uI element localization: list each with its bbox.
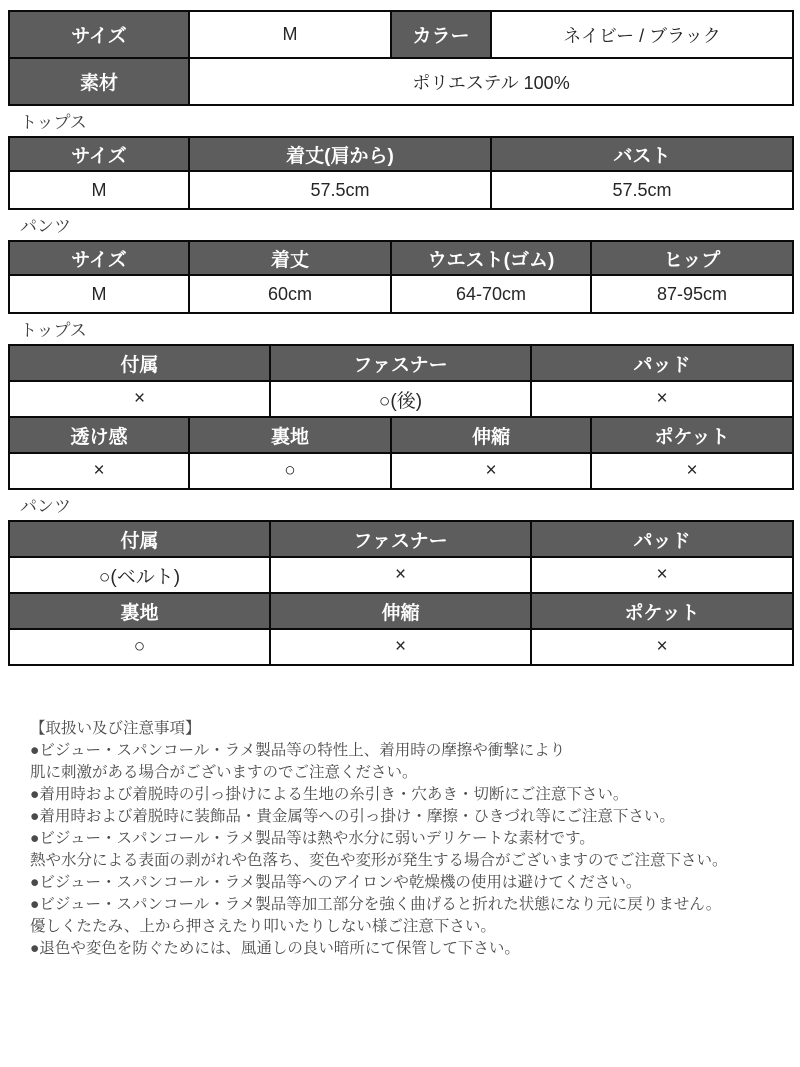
feature-header: ファスナー	[270, 521, 531, 557]
material-header: 素材	[9, 58, 189, 105]
care-note-line: 優しくたたみ、上から押さえたり叩いたりしない様ご注意下さい。	[30, 918, 496, 935]
measurement-value: 87-95cm	[591, 275, 793, 313]
feature-header: パッド	[531, 345, 793, 381]
pants-features-table-row1	[8, 520, 794, 594]
measurement-value: 57.5cm	[491, 171, 793, 209]
tops-features-table-row1	[8, 344, 794, 418]
tops-measurements-label: トップス	[20, 113, 87, 132]
feature-value: ×	[531, 629, 793, 665]
feature-header: パッド	[531, 521, 793, 557]
feature-value: ×	[531, 557, 793, 593]
feature-value: ○	[189, 453, 391, 489]
care-note-line: 熱や水分による表面の剥がれや色落ち、変色や変形が発生する場合がございますのでご注意下さい。	[30, 852, 728, 869]
feature-header: ポケット	[591, 417, 793, 453]
care-notes-title: 【取扱い及び注意事項】	[30, 720, 201, 737]
column-header: 着丈(肩から)	[189, 137, 491, 171]
feature-value: ○(後)	[270, 381, 531, 417]
tops-features-label: トップス	[20, 321, 87, 340]
care-note-line: ●ビジュー・スパンコール・ラメ製品等へのアイロンや乾燥機の使用は避けてください。	[30, 874, 642, 891]
color-value: ネイビー / ブラック	[491, 11, 793, 58]
feature-header: 透け感	[9, 417, 189, 453]
care-note-line: ●着用時および着脱時に装飾品・貴金属等への引っ掛け・摩擦・ひきづれ等にご注意下さい。	[30, 808, 675, 825]
care-note-line: ●ビジュー・スパンコール・ラメ製品等は熱や水分に弱いデリケートな素材です。	[30, 830, 595, 847]
size-header: サイズ	[9, 11, 189, 58]
feature-header: ファスナー	[270, 345, 531, 381]
feature-value: ×	[270, 557, 531, 593]
measurement-value: 57.5cm	[189, 171, 491, 209]
feature-value: ×	[9, 381, 270, 417]
feature-header: ポケット	[531, 593, 793, 629]
care-note-line: 肌に刺激がある場合がございますのでご注意ください。	[30, 764, 418, 781]
care-note-line: ●ビジュー・スパンコール・ラメ製品等の特性上、着用時の摩擦や衝撃により	[30, 742, 566, 759]
tops-measurements-table	[8, 136, 794, 210]
column-header: ヒップ	[591, 241, 793, 275]
feature-header: 伸縮	[270, 593, 531, 629]
material-value: ポリエステル 100%	[189, 58, 793, 105]
pants-features-label: パンツ	[20, 497, 71, 516]
feature-header: 伸縮	[391, 417, 591, 453]
pants-features-table-row2	[8, 592, 794, 666]
column-header: サイズ	[9, 137, 189, 171]
care-notes	[30, 718, 784, 960]
feature-header: 付属	[9, 345, 270, 381]
feature-value: ○(ベルト)	[9, 557, 270, 593]
care-note-line: ●退色や変色を防ぐためには、風通しの良い暗所にて保管して下さい。	[30, 940, 520, 957]
color-header: カラー	[391, 11, 491, 58]
care-note-line: ●着用時および着脱時の引っ掛けによる生地の糸引き・穴あき・切断にご注意下さい。	[30, 786, 629, 803]
feature-header: 裏地	[189, 417, 391, 453]
column-header: バスト	[491, 137, 793, 171]
size-value: M	[189, 11, 391, 58]
care-note-line: ●ビジュー・スパンコール・ラメ製品等加工部分を強く曲げると折れた状態になり元に戻りません。	[30, 896, 722, 913]
tops-features-table-row2	[8, 416, 794, 490]
pants-measurements-label: パンツ	[20, 217, 71, 236]
column-header: ウエスト(ゴム)	[391, 241, 591, 275]
measurement-value: 64-70cm	[391, 275, 591, 313]
feature-value: ×	[391, 453, 591, 489]
column-header: サイズ	[9, 241, 189, 275]
feature-value: ×	[9, 453, 189, 489]
column-header: 着丈	[189, 241, 391, 275]
feature-value: ×	[270, 629, 531, 665]
pants-measurements-table	[8, 240, 794, 314]
feature-value: ×	[591, 453, 793, 489]
measurement-value: M	[9, 171, 189, 209]
feature-value: ×	[531, 381, 793, 417]
measurement-value: M	[9, 275, 189, 313]
feature-value: ○	[9, 629, 270, 665]
measurement-value: 60cm	[189, 275, 391, 313]
general-spec-table	[8, 10, 794, 106]
feature-header: 裏地	[9, 593, 270, 629]
feature-header: 付属	[9, 521, 270, 557]
